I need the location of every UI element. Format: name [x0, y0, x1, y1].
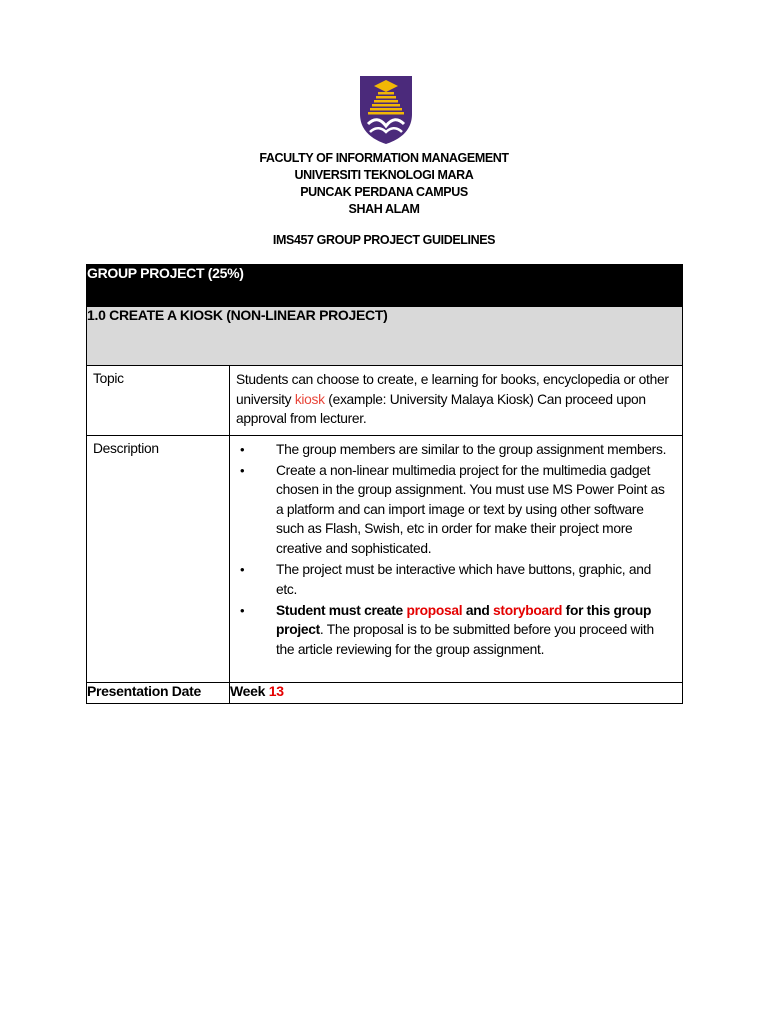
bullet-text: The group members are similar to the group assignment members. — [276, 441, 667, 457]
bullet4-part1: Student must create — [276, 602, 407, 618]
topic-text-part2: (example: University Malaya Kiosk) Can proceed upon approval from lecturer. — [236, 391, 646, 426]
list-item — [230, 440, 672, 460]
bullet-text: The project must be interactive which have buttons, graphic, and etc. — [276, 562, 651, 597]
table-subtitle: 1.0 CREATE A KIOSK (NON-LINEAR PROJECT) — [87, 307, 683, 366]
faculty-name: FACULTY OF INFORMATION MANAGEMENT — [259, 151, 509, 165]
week-number: 13 — [268, 682, 284, 699]
table-title: GROUP PROJECT (25%) — [87, 265, 683, 307]
table-row-topic — [87, 366, 683, 436]
bullet-icon: • — [240, 602, 245, 618]
bullet4-proposal: proposal — [406, 602, 463, 618]
description-body — [230, 435, 683, 682]
table-row-presentation — [87, 682, 683, 703]
table-row-description — [87, 435, 683, 682]
presentation-label: Presentation Date — [87, 682, 230, 703]
presentation-week — [230, 682, 683, 703]
topic-kiosk-highlight: kiosk — [294, 391, 325, 407]
description-list — [230, 440, 672, 660]
list-item — [230, 601, 672, 660]
university-name: UNIVERSITI TEKNOLOGI MARA — [294, 168, 474, 182]
bullet4-and: and — [462, 602, 494, 618]
bullet4-rest: . The proposal is to be submitted before you proceed with the article reviewing for the group assignment. — [276, 622, 654, 657]
topic-label: Topic — [87, 366, 230, 436]
bullet4-storyboard: storyboard — [493, 602, 563, 618]
project-table — [86, 264, 683, 704]
list-item — [230, 461, 672, 559]
bullet4-part2: for this group project — [276, 602, 652, 638]
guidelines-title: IMS457 GROUP PROJECT GUIDELINES — [272, 233, 496, 247]
description-label: Description — [87, 435, 230, 682]
list-item — [230, 560, 672, 599]
campus-name: PUNCAK PERDANA CAMPUS — [300, 185, 468, 199]
bullet-icon: • — [240, 562, 245, 578]
week-label: Week — [230, 682, 269, 699]
bullet-icon: • — [240, 462, 245, 478]
document-header — [0, 150, 768, 218]
bullet-icon: • — [240, 441, 245, 457]
topic-text-part1: Students can choose to create, e learning for books, encyclopedia or other university — [236, 372, 669, 407]
uitm-crest-icon — [358, 74, 414, 146]
topic-text — [230, 366, 683, 436]
city-name: SHAH ALAM — [348, 202, 420, 216]
bullet-text: Create a non-linear multimedia project for the multimedia gadget chosen in the group assignment. You must use MS Power Point as a platform and can import image or text by using other software such as Flash, Swish, etc in order for make their project more creative and sophisticated. — [276, 462, 665, 556]
